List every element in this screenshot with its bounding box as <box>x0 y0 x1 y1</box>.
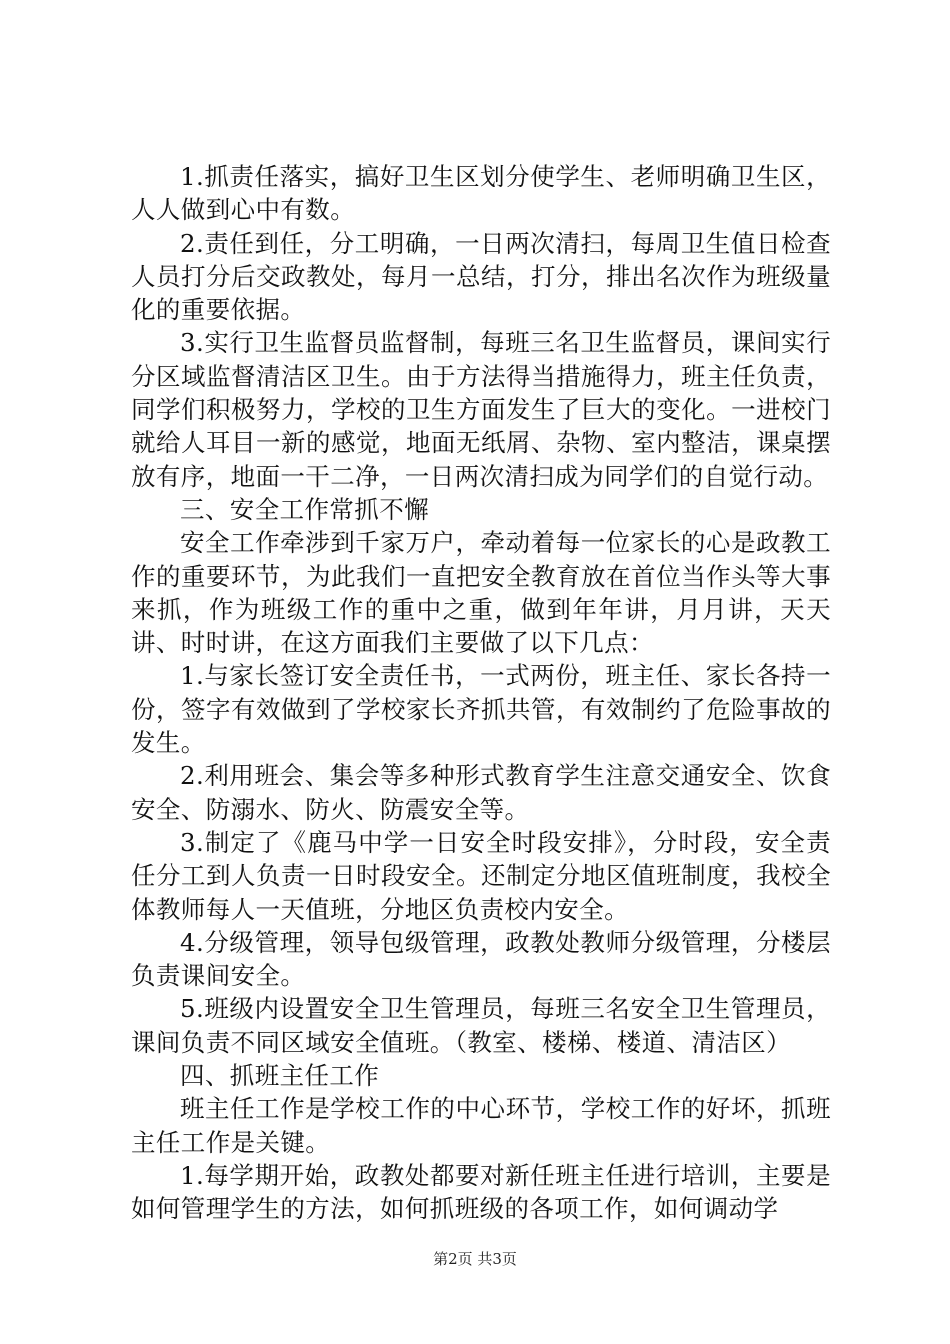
paragraph-9: 4.分级管理，领导包级管理，政教处教师分级管理，分楼层负责课间安全。 <box>131 927 831 991</box>
document-body <box>131 160 831 1226</box>
paragraph-2: 2.责任到任，分工明确，一日两次清扫，每周卫生值日检查人员打分后交政教处，每月一总结，打分，排出名次作为班级量化的重要依据。 <box>131 228 831 325</box>
paragraph-13: 1.每学期开始，政教处都要对新任班主任进行培训，主要是如何管理学生的方法，如何抓班级的各项工作，如何调动学 <box>131 1160 831 1224</box>
paragraph-1: 1.抓责任落实，搞好卫生区划分使学生、老师明确卫生区，人人做到心中有数。 <box>131 162 831 225</box>
paragraph-7: 2.利用班会、集会等多种形式教育学生注意交通安全、饮食安全、防溺水、防火、防震安全等。 <box>131 761 831 824</box>
paragraph-10: 5.班级内设置安全卫生管理员，每班三名安全卫生管理员，课间负责不同区域安全值班。（教室、楼梯、楼道、清洁区） <box>131 994 831 1057</box>
section-heading-3: 三、安全工作常抓不懈 <box>180 494 429 524</box>
paragraph-8: 3.制定了《鹿马中学一日安全时段安排》，分时段，安全责任分工到人负责一日时段安全。还制定分地区值班制度，我校全体教师每人一天值班，分地区负责校内安全。 <box>131 827 831 924</box>
paragraph-6: 1.与家长签订安全责任书，一式两份，班主任、家长各持一份，签字有效做到了学校家长齐抓共管，有效制约了危险事故的发生。 <box>131 661 831 758</box>
paragraph-3: 3.实行卫生监督员监督制，每班三名卫生监督员，课间实行分区域监督清洁区卫生。由于方法得当措施得力，班主任负责，同学们积极努力，学校的卫生方面发生了巨大的变化。一进校门就给人耳目一新的感觉，地面无纸屑、杂物、室内整洁，课桌摆放有序，地面一干二净，一日两次清扫成为同学们的自觉行动。 <box>131 328 831 491</box>
page-footer: 第2页 共3页 <box>433 1250 517 1268</box>
paragraph-5: 安全工作牵涉到千家万户，牵动着每一位家长的心是政教工作的重要环节，为此我们一直把安全教育放在首位当作头等大事来抓，作为班级工作的重中之重，做到年年讲，月月讲，天天讲、时时讲，在这方面我们主要做了以下几点： <box>131 528 831 658</box>
section-heading-4: 四、抓班主任工作 <box>180 1061 380 1091</box>
paragraph-12: 班主任工作是学校工作的中心环节，学校工作的好坏，抓班主任工作是关键。 <box>131 1094 831 1157</box>
